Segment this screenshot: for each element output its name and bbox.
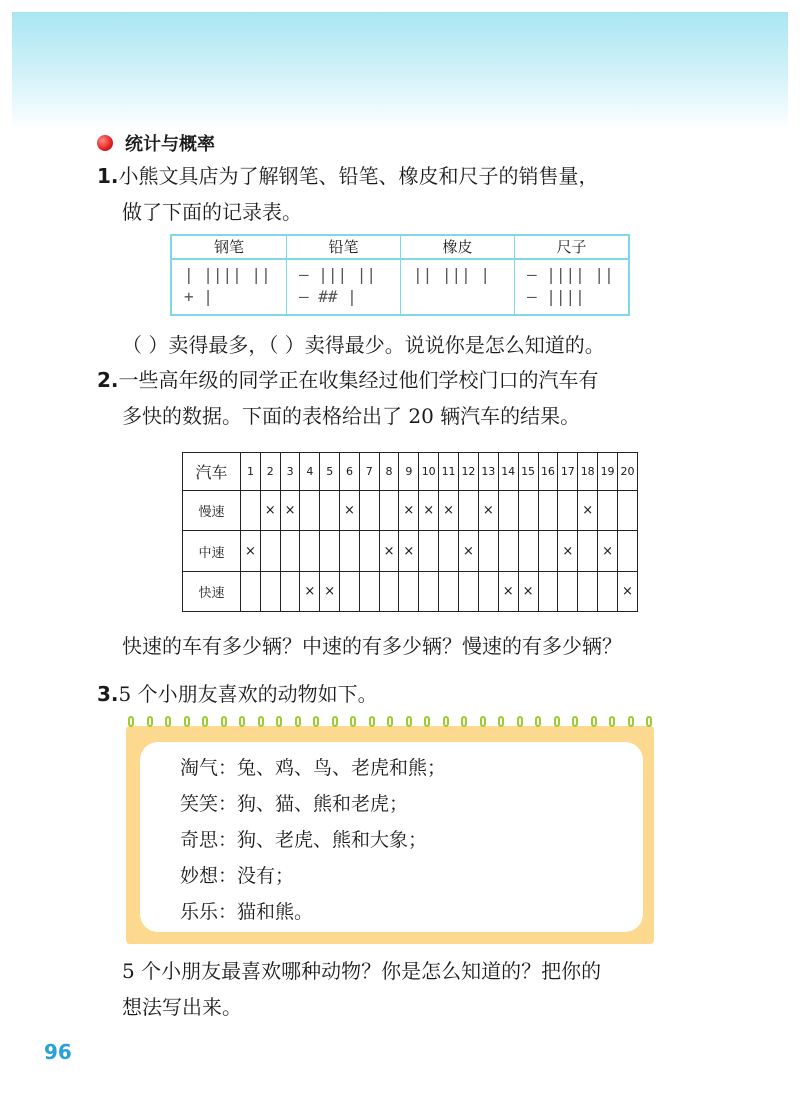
- speed-mark-cell: [439, 531, 459, 571]
- speed-mark-cell: [439, 571, 459, 611]
- car-number-cell: 17: [558, 453, 578, 491]
- q2-number: 2.: [97, 368, 119, 392]
- tally-marks: — |||| ||: [527, 265, 614, 284]
- speed-mark-cell: [538, 571, 558, 611]
- binding-ring-icon: [184, 716, 190, 727]
- binding-ring-icon: [609, 716, 615, 727]
- speed-mark-cell: ×: [340, 491, 360, 531]
- binding-ring-icon: [128, 716, 134, 727]
- car-number-cell: 7: [359, 453, 379, 491]
- speed-mark-cell: ×: [379, 531, 399, 571]
- tally-record-table: [170, 234, 630, 316]
- tally-marks: — ||||: [527, 287, 585, 306]
- binding-ring-icon: [406, 716, 412, 727]
- speed-mark-cell: ×: [439, 491, 459, 531]
- binding-ring-icon: [258, 716, 264, 727]
- speed-mark-cell: ×: [280, 491, 300, 531]
- binding-ring-icon: [480, 716, 486, 727]
- section-heading: [97, 130, 215, 156]
- page-number: 96: [44, 1040, 72, 1064]
- tally-marks: + |: [184, 287, 213, 306]
- speed-row-slow: [183, 491, 638, 531]
- speed-mark-cell: [419, 531, 439, 571]
- animal-line-xiaoxiao: 笑笑：狗、猫、熊和老虎；: [180, 793, 409, 815]
- notebook-rings: [128, 716, 652, 730]
- q2-text-line1: 一些高年级的同学正在收集经过他们学校门口的汽车有: [118, 368, 599, 392]
- speed-mark-cell: [498, 491, 518, 531]
- binding-ring-icon: [313, 716, 319, 727]
- speed-mark-cell: [340, 531, 360, 571]
- speed-mark-cell: [359, 531, 379, 571]
- speed-mark-cell: [598, 491, 618, 531]
- speed-mark-cell: [399, 571, 419, 611]
- binding-ring-icon: [369, 716, 375, 727]
- binding-ring-icon: [202, 716, 208, 727]
- tally-cell-pen: [172, 260, 286, 314]
- q3-question-line2: 想法写出来。: [122, 995, 242, 1019]
- speed-mark-cell: [538, 531, 558, 571]
- tally-marks: || ||| |: [413, 265, 491, 284]
- car-number-cell: 3: [280, 453, 300, 491]
- speed-mark-cell: ×: [320, 571, 340, 611]
- tally-marks: — ## |: [299, 287, 357, 306]
- car-number-cell: 10: [419, 453, 439, 491]
- car-number-cell: 18: [578, 453, 598, 491]
- binding-ring-icon: [332, 716, 338, 727]
- binding-ring-icon: [461, 716, 467, 727]
- speed-mark-cell: [320, 491, 340, 531]
- speed-mark-cell: [578, 571, 598, 611]
- car-speed-table: [182, 452, 638, 612]
- binding-ring-icon: [350, 716, 356, 727]
- binding-ring-icon: [221, 716, 227, 727]
- speed-mark-cell: [280, 571, 300, 611]
- section-title: 统计与概率: [125, 134, 215, 155]
- speed-mark-cell: [558, 491, 578, 531]
- speed-mark-cell: [618, 491, 638, 531]
- animal-line-qisi: 奇思：狗、老虎、熊和大象；: [180, 829, 428, 851]
- binding-ring-icon: [387, 716, 393, 727]
- speed-mark-cell: [538, 491, 558, 531]
- car-number-cell: 13: [478, 453, 498, 491]
- car-number-cell: 11: [439, 453, 459, 491]
- car-number-cell: 19: [598, 453, 618, 491]
- speed-mark-cell: [558, 571, 578, 611]
- speed-mark-cell: [359, 491, 379, 531]
- speed-mark-cell: ×: [558, 531, 578, 571]
- speed-mark-cell: [241, 571, 261, 611]
- speed-label: 快速: [183, 571, 241, 611]
- binding-ring-icon: [572, 716, 578, 727]
- car-number-cell: 15: [518, 453, 538, 491]
- car-number-cell: 16: [538, 453, 558, 491]
- speed-mark-cell: [379, 571, 399, 611]
- binding-ring-icon: [443, 716, 449, 727]
- bullet-dot-icon: [97, 135, 113, 151]
- car-header-row: [183, 453, 638, 491]
- speed-mark-cell: [518, 531, 538, 571]
- car-number-cell: 4: [300, 453, 320, 491]
- speed-mark-cell: ×: [498, 571, 518, 611]
- tally-header-eraser: 橡皮: [400, 236, 514, 260]
- header-band: [12, 12, 788, 130]
- speed-mark-cell: [320, 531, 340, 571]
- speed-mark-cell: [419, 571, 439, 611]
- car-number-cell: 2: [260, 453, 280, 491]
- speed-mark-cell: ×: [578, 491, 598, 531]
- q3-number: 3.: [97, 682, 119, 706]
- speed-mark-cell: [280, 531, 300, 571]
- binding-ring-icon: [554, 716, 560, 727]
- speed-label: 中速: [183, 531, 241, 571]
- speed-mark-cell: [340, 571, 360, 611]
- speed-mark-cell: ×: [241, 531, 261, 571]
- tally-cell-ruler: [514, 260, 628, 314]
- animal-line-taoqi: 淘气：兔、鸡、鸟、老虎和熊；: [180, 757, 447, 779]
- animal-line-lele: 乐乐：猫和熊。: [180, 901, 314, 923]
- speed-mark-cell: ×: [618, 571, 638, 611]
- q3-question-line1: 5 个小朋友最喜欢哪种动物？你是怎么知道的？把你的: [122, 959, 602, 983]
- speed-mark-cell: [598, 571, 618, 611]
- car-number-cell: 5: [320, 453, 340, 491]
- speed-mark-cell: ×: [419, 491, 439, 531]
- speed-label: 慢速: [183, 491, 241, 531]
- speed-mark-cell: [359, 571, 379, 611]
- speed-mark-cell: ×: [399, 531, 419, 571]
- speed-mark-cell: [379, 491, 399, 531]
- tally-header-pencil: 铅笔: [286, 236, 400, 260]
- car-number-cell: 12: [459, 453, 479, 491]
- speed-mark-cell: [260, 571, 280, 611]
- binding-ring-icon: [165, 716, 171, 727]
- car-header-label: 汽车: [183, 453, 241, 491]
- q1-text-line1: 小熊文具店为了解钢笔、铅笔、橡皮和尺子的销售量，: [118, 164, 599, 188]
- q2-line2: 多快的数据。下面的表格给出了 20 辆汽车的结果。: [122, 404, 581, 428]
- speed-mark-cell: ×: [300, 571, 320, 611]
- speed-mark-cell: [260, 531, 280, 571]
- speed-mark-cell: ×: [459, 531, 479, 571]
- speed-mark-cell: ×: [598, 531, 618, 571]
- binding-ring-icon: [295, 716, 301, 727]
- speed-mark-cell: [478, 571, 498, 611]
- tally-marks: | |||| ||: [184, 265, 271, 284]
- speed-mark-cell: ×: [518, 571, 538, 611]
- car-number-cell: 9: [399, 453, 419, 491]
- q3-line1: [97, 676, 378, 712]
- speed-mark-cell: [459, 491, 479, 531]
- binding-ring-icon: [628, 716, 634, 727]
- q1-number: 1.: [97, 164, 119, 188]
- tally-marks: — ||| ||: [299, 265, 377, 284]
- speed-mark-cell: [478, 531, 498, 571]
- speed-row-fast: [183, 571, 638, 611]
- speed-mark-cell: [578, 531, 598, 571]
- speed-mark-cell: [241, 491, 261, 531]
- q2-line1: [97, 362, 599, 398]
- tally-cell-pencil: [286, 260, 400, 314]
- binding-ring-icon: [517, 716, 523, 727]
- car-number-cell: 8: [379, 453, 399, 491]
- binding-ring-icon: [424, 716, 430, 727]
- binding-ring-icon: [535, 716, 541, 727]
- tally-cell-eraser: [400, 260, 514, 314]
- speed-mark-cell: [518, 491, 538, 531]
- speed-mark-cell: [300, 531, 320, 571]
- binding-ring-icon: [147, 716, 153, 727]
- car-number-cell: 20: [618, 453, 638, 491]
- car-number-cell: 14: [498, 453, 518, 491]
- speed-mark-cell: [459, 571, 479, 611]
- tally-header-pen: 钢笔: [172, 236, 286, 260]
- binding-ring-icon: [276, 716, 282, 727]
- binding-ring-icon: [239, 716, 245, 727]
- animal-line-miaoxiang: 妙想：没有；: [180, 865, 295, 887]
- binding-ring-icon: [498, 716, 504, 727]
- binding-ring-icon: [591, 716, 597, 727]
- speed-mark-cell: ×: [260, 491, 280, 531]
- binding-ring-icon: [646, 716, 652, 727]
- car-number-cell: 1: [241, 453, 261, 491]
- speed-row-medium: [183, 531, 638, 571]
- q3-intro: 5 个小朋友喜欢的动物如下。: [118, 682, 378, 706]
- q2-question: 快速的车有多少辆？中速的有多少辆？慢速的有多少辆？: [122, 634, 622, 658]
- speed-mark-cell: ×: [478, 491, 498, 531]
- speed-mark-cell: [618, 531, 638, 571]
- q1-line1: [97, 158, 599, 194]
- speed-mark-cell: ×: [399, 491, 419, 531]
- q1-line2: 做了下面的记录表。: [122, 200, 302, 224]
- q1-question: （ ）卖得最多，（ ）卖得最少。说说你是怎么知道的。: [122, 333, 605, 357]
- speed-mark-cell: [300, 491, 320, 531]
- tally-header-ruler: 尺子: [514, 236, 628, 260]
- car-number-cell: 6: [340, 453, 360, 491]
- speed-mark-cell: [498, 531, 518, 571]
